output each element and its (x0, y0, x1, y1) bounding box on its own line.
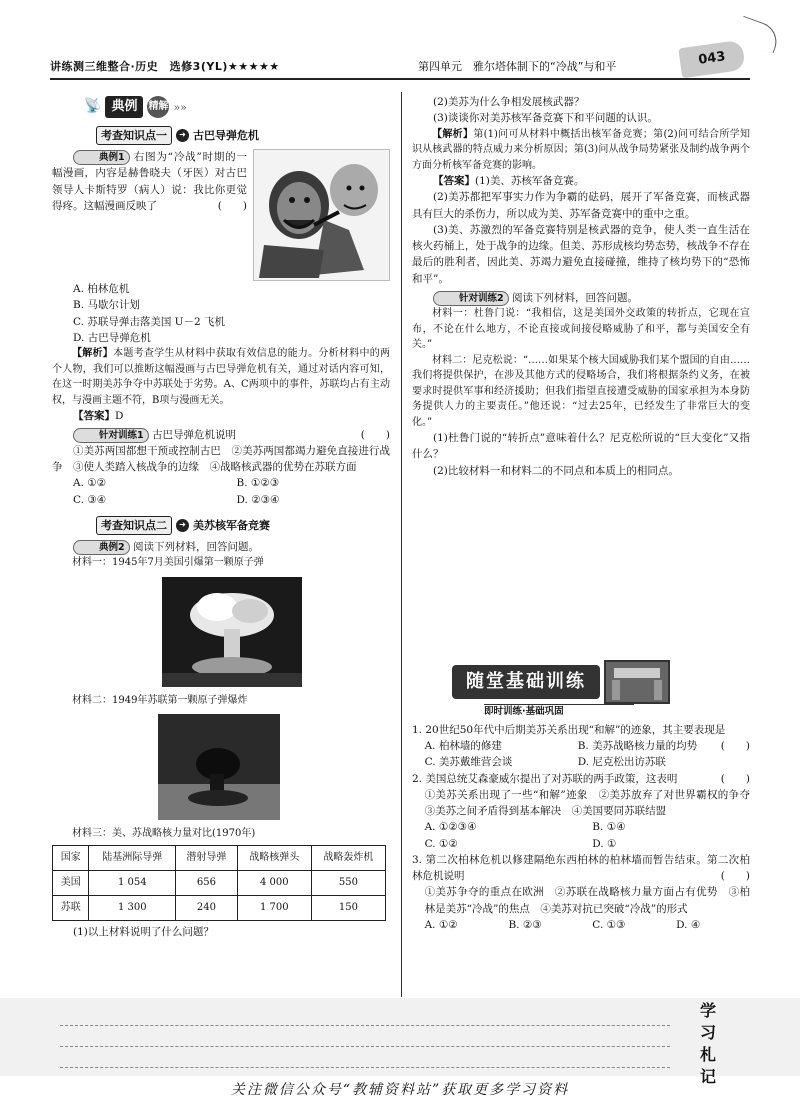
header-left: 讲练测三维整合·历史 选修3(YL)★★★★★ (50, 60, 280, 73)
drill1-label: 针对训练1 (73, 428, 149, 443)
ex2-q1: (1)以上材料说明了什么问题？ (73, 925, 214, 938)
arrow-icon: ➜ (176, 129, 189, 142)
ex1-option-b: B. 马歇尔计划 (73, 299, 140, 312)
header-rule (50, 78, 750, 80)
drill1-option-a: A. ①② (73, 477, 107, 490)
drill1-body: ①美苏两国都想干预或控制古巴 ②美苏两国都竭力避免直接进行战争 ③使人类踏入核战争的边缘 ④战略核武器的优势在苏联方面 (52, 444, 390, 474)
ex1-label: 典例1 (73, 150, 130, 165)
us-bomb-photo (162, 577, 302, 687)
table-row: 苏联 1 300 240 1 700 150 (53, 895, 386, 920)
ex1-option-a: A. 柏林危机 (73, 283, 130, 296)
drill2-q2: (2)比较材料一和材料二的不同点和本质上的相同点。 (433, 464, 679, 477)
question-1: 1. 20世纪50年代中后期美苏关系出现“和解”的迹象，其主要表现是 ( ) A. 柏林墙的修建 B. 美苏战略核力量的均势 C. 美苏戴维营会谈 D. 尼克松出访苏联 (412, 723, 750, 769)
section-subtitle: 精解 (147, 96, 169, 118)
ex2-answer-1: 【答案】(1)美、苏核军备竞赛。 (433, 175, 585, 188)
th-slbm: 潜射导弹 (176, 845, 238, 870)
drill2-label: 针对训练2 (433, 291, 509, 306)
th-warheads: 战略核弹头 (237, 845, 311, 870)
arrow-icon: ➜ (176, 519, 189, 532)
ex1-block (52, 149, 390, 281)
ex1-options (73, 281, 390, 346)
gate-image (604, 660, 670, 704)
column-divider (401, 92, 402, 997)
drill2-material1: 材料一：杜鲁门说：“我相信，这是美国外交政策的转折点，它现在宣布，不论在什么地方，不论直接或间接侵略威胁了和平，都与美国安全有关。” (412, 308, 750, 351)
left-column (52, 96, 390, 940)
ex2-material3: 材料三：美、苏战略核力量对比(1970年) (72, 828, 256, 840)
cartoon-image (253, 149, 390, 281)
practice-banner (452, 660, 750, 704)
th-icbm: 陆基洲际导弹 (89, 845, 176, 870)
ex2-label: 典例2 (73, 540, 130, 555)
drill1-option-d: D. ②③④ (236, 493, 280, 506)
note-line (60, 1047, 670, 1068)
ex2-analysis: 【解析】第(1)问可从材料中概括出核军备竞赛；第(2)问可结合所学知识从核武器的特点威力来分析原因；第(3)问从战争局势紧张及制约战争两个方面分析核军备竞赛的影响。 (412, 128, 750, 171)
kp2-box: 考查知识点二 (96, 516, 172, 535)
mushroom-cloud-1 (162, 577, 302, 687)
practice-section (412, 660, 761, 933)
mushroom-cloud-2 (158, 714, 280, 820)
practice-title: 随堂基础训练 (452, 665, 600, 699)
ex2-material2: 材料二：1949年苏联第一颗原子弹爆炸 (72, 694, 248, 706)
notes-label: 学习札记 (699, 1001, 716, 1086)
practice-subtitle: 即时训练·基础巩固 (484, 704, 634, 720)
th-bombers: 战略轰炸机 (311, 845, 385, 870)
ex2-q3: (3)谈谈你对美苏核军备竞赛下和平问题的认识。 (433, 112, 658, 125)
drill1-option-c: C. ③④ (73, 493, 107, 506)
ex2-answer-3: (3)美、苏激烈的军备竞赛特别是核武器的竞争，使人类一直生活在核火药桶上，处于战争的边缘。但美、苏形成核均势态势，核战争不存在最后的胜利者，因此美、苏竭力避免直接碰撞，维持了核均势下的“恐怖和平”。 (412, 223, 750, 285)
ex1-analysis: 【解析】本题考查学生从材料中获取有效信息的能力。分析材料中的两个人物，我们可以推断这幅漫画与古巴导弹危机有关，通过对话内容可知，在这一时期美苏争夺中苏联处于劣势。A、C两项中的事件，苏联均占有主动权，与漫画主题不符，B项与漫画无关。 (52, 348, 391, 406)
drill2-material2: 材料二：尼克松说：“……如果某个核大国威胁我们某个盟国的自由……我们将提供保护，在涉及其他方式的侵略场合，我们将根据条约义务，在被要求时提供军事和经济援助；但我们指望直接遭受威胁的国家承担为本身防务提供人力的主要责任。”他还说：“过去25年，已经发生了非常巨大的变化。” (412, 354, 750, 428)
ex2-answer-2: (2)美苏都把军事实力作为争霸的砝码，展开了军备竞赛，而核武器具有巨大的杀伤力，所以成为美、苏军备竞赛中的重中之重。 (412, 191, 750, 220)
ex1-answer: 【答案】D (73, 410, 124, 423)
drill1-option-b: B. ①②③ (236, 477, 280, 490)
section-arrows: »» (173, 100, 187, 114)
tag-string (735, 16, 782, 54)
note-line (60, 1026, 670, 1047)
question-3: 3. 第二次柏林危机以修建隔绝东西柏林的柏林墙而暂告结束。第二次柏林危机说明 ( ) ①美苏争夺的重点在欧洲 ②苏联在战略核力量方面占有优势 ③柏林是美苏“冷战”的焦点 ④美苏对抗已突破“冷战”的形式 A. ①② B. ②③ C. ①③ D. ④ (412, 853, 750, 931)
drill2-q1: (1)杜鲁门说的“转折点”意味着什么？尼克松所说的“巨大变化”又指什么？ (412, 432, 750, 461)
table-header-row (53, 845, 386, 870)
ex2-stem: 典例2 阅读下列材料，回答问题。 (52, 539, 390, 555)
kp2-title: 美苏核军备竞赛 (193, 518, 270, 532)
ex1-paren: ( ) (217, 199, 247, 212)
nuclear-table (52, 845, 386, 921)
note-line (60, 1005, 670, 1026)
question-2: 2. 美国总统艾森豪威尔提出了对苏联的两手政策，这表明 ( ) ①美苏关系出现了一些“和解”迹象 ②美苏放弃了对世界霸权的争夺 ③美苏之间矛盾得到基本解决 ④美国要同苏联结盟 A. ①②③④ B. ①④ C. ①② D. ① (412, 772, 761, 850)
ussr-bomb-photo (158, 714, 280, 820)
knowledge-point-1 (96, 126, 390, 145)
knowledge-point-2 (96, 516, 390, 535)
kp1-title: 古巴导弹危机 (193, 129, 259, 143)
header-right: 第四单元 雅尔塔体制下的“冷战”与和平 (418, 60, 617, 73)
kp1-box: 考查知识点一 (96, 126, 172, 145)
section-title: 典例 (105, 96, 143, 118)
ex2-q2: (2)美苏为什么争相发展核武器？ (433, 96, 585, 108)
right-column (412, 94, 750, 479)
ex2-material1: 材料一：1945年7月美国引爆第一颗原子弹 (72, 557, 264, 569)
satellite-icon: 📡 (84, 98, 102, 115)
ex1-stem: 典例1 右图为“冷战”时期的一幅漫画，内容是赫鲁晓夫（牙医）对古巴领导人卡斯特罗（病人）说：我比你更觉得疼。这幅漫画反映了 ( ) (52, 149, 247, 214)
table-row: 美国 1 054 656 4 000 550 (53, 870, 386, 895)
notes-lines (60, 1005, 670, 1068)
section-banner (84, 96, 390, 118)
page-number: 043 (697, 49, 727, 68)
ex1-option-d: D. 古巴导弹危机 (73, 331, 151, 344)
drill1-options (73, 475, 390, 508)
ex1-option-c: C. 苏联导弹击落美国 U－2 飞机 (73, 315, 226, 328)
drill1-stem: 针对训练1 古巴导弹危机说明 ( ) (52, 427, 390, 443)
drill2-stem: 针对训练2 阅读下列材料，回答问题。 (412, 290, 750, 306)
cartoon-drawing (254, 150, 389, 280)
page-number-tag (678, 40, 746, 79)
th-country: 国家 (53, 845, 89, 870)
footer-text: 关注微信公众号“教辅资料站”获取更多学习资料 (230, 1082, 570, 1098)
